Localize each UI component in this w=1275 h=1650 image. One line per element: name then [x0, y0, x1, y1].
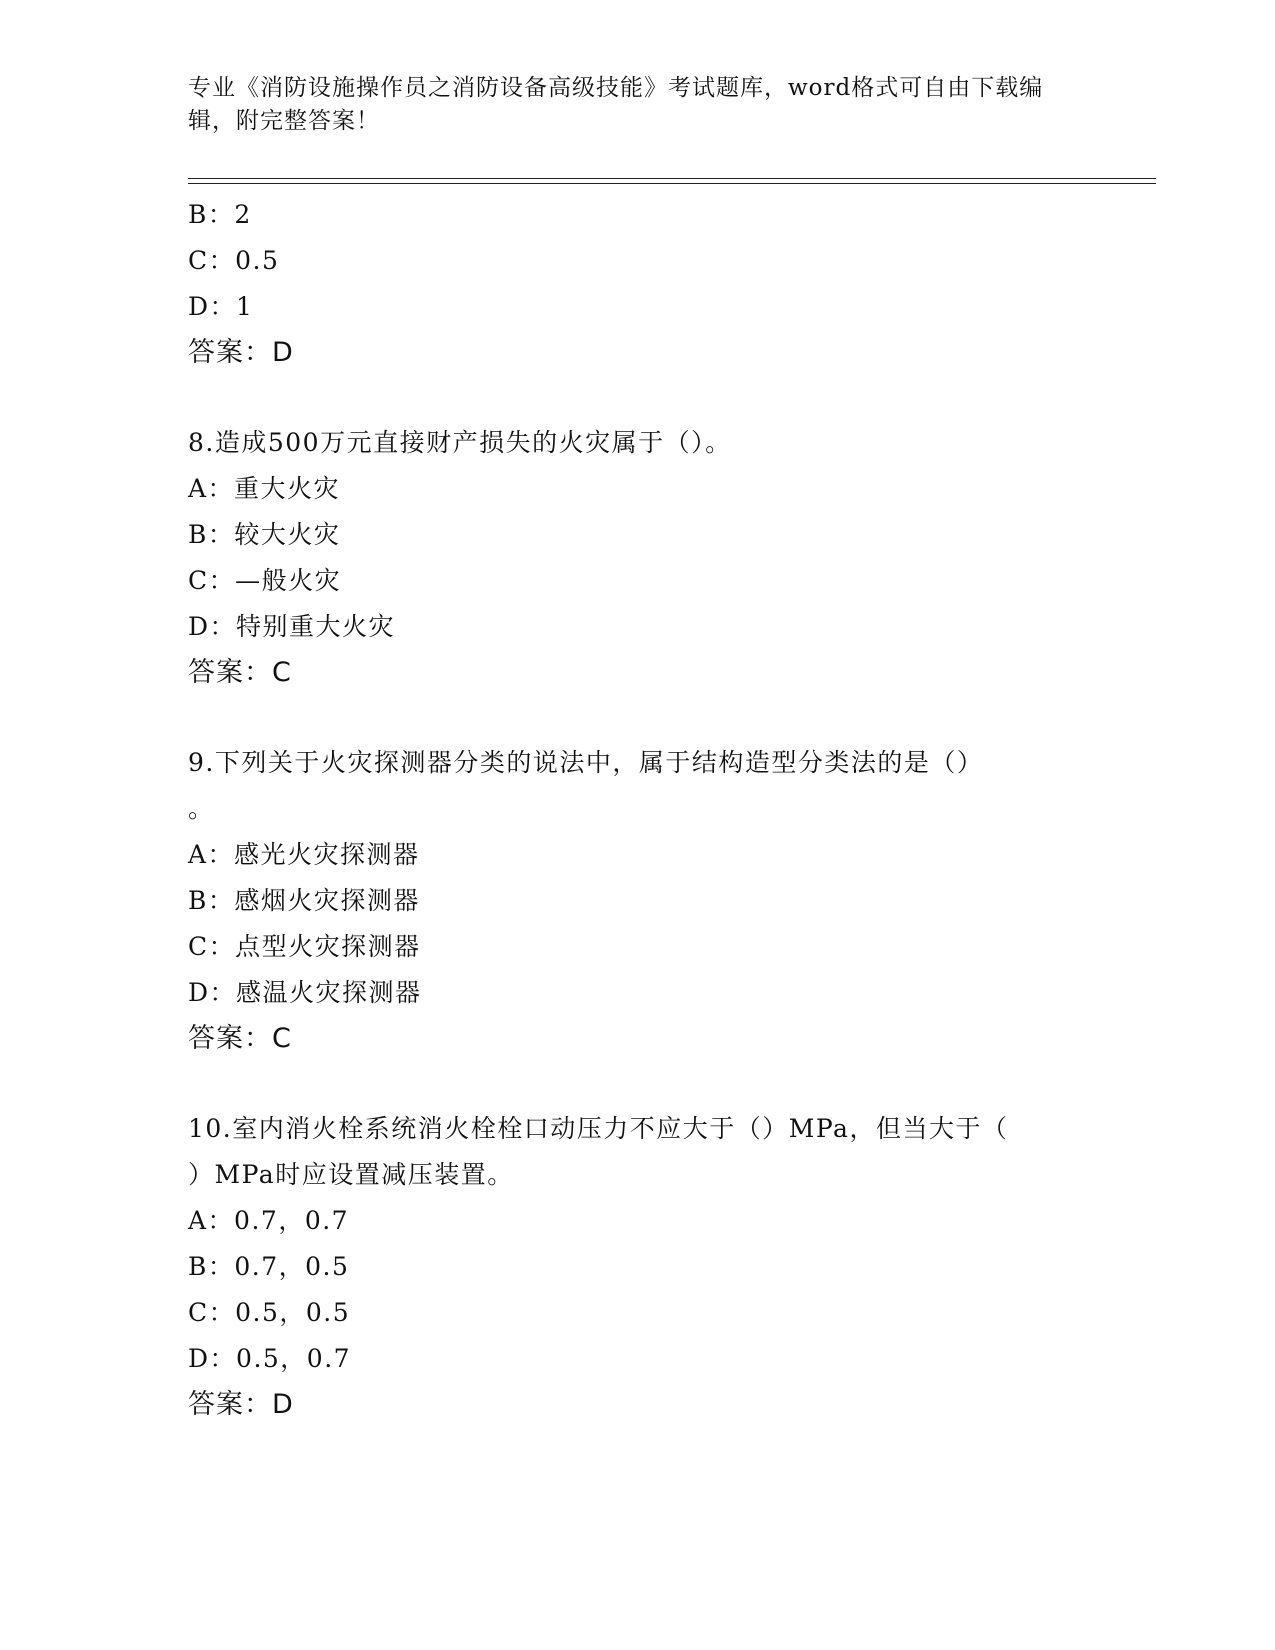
header-divider-bottom — [188, 183, 1156, 184]
option-d: D：1 — [188, 292, 254, 321]
spacer — [188, 376, 1088, 420]
option-b: B：2 — [188, 200, 252, 229]
question-block-10 — [188, 1106, 1088, 1428]
option-c: C：—般火灾 — [188, 566, 342, 595]
option-b: B：感烟火灾探测器 — [188, 886, 420, 915]
option-b: B：0.7，0.5 — [188, 1252, 350, 1281]
answer-line: 答案：C — [188, 1023, 292, 1054]
option-c: C：点型火灾探测器 — [188, 932, 421, 961]
document-body — [188, 192, 1088, 1428]
option-c: C：0.5 — [188, 246, 280, 275]
spacer — [188, 696, 1088, 740]
question-text-continued: 。 — [188, 794, 215, 823]
option-d: D：0.5，0.7 — [188, 1344, 352, 1373]
question-text: 8.造成500万元直接财产损失的火灾属于（）。 — [188, 428, 732, 457]
question-block-8 — [188, 420, 1088, 696]
option-a: A：感光火灾探测器 — [188, 840, 420, 869]
question-text: 9.下列关于火灾探测器分类的说法中，属于结构造型分类法的是（） — [188, 748, 984, 777]
option-d: D：特别重大火灾 — [188, 612, 396, 641]
option-a: A：0.7，0.7 — [188, 1206, 350, 1235]
header-line-2: 辑，附完整答案！ — [188, 108, 380, 134]
answer-line: 答案：D — [188, 337, 294, 368]
question-block-9 — [188, 740, 1088, 1062]
option-b: B：较大火灾 — [188, 520, 341, 549]
header-divider-top — [188, 178, 1156, 179]
header-line-1: 专业《消防设施操作员之消防设备高级技能》考试题库，word格式可自由下载编 — [188, 75, 1044, 101]
option-c: C：0.5，0.5 — [188, 1298, 351, 1327]
option-d: D：感温火灾探测器 — [188, 978, 422, 1007]
question-text-continued: ）MPa时应设置减压装置。 — [188, 1160, 514, 1189]
answer-line: 答案：D — [188, 1389, 294, 1420]
answer-line: 答案：C — [188, 657, 292, 688]
question-block-7 — [188, 192, 1088, 376]
document-header — [188, 72, 1068, 138]
spacer — [188, 1062, 1088, 1106]
option-a: A：重大火灾 — [188, 474, 341, 503]
question-text: 10.室内消火栓系统消火栓栓口动压力不应大于（）MPa，但当大于（ — [188, 1114, 1009, 1143]
